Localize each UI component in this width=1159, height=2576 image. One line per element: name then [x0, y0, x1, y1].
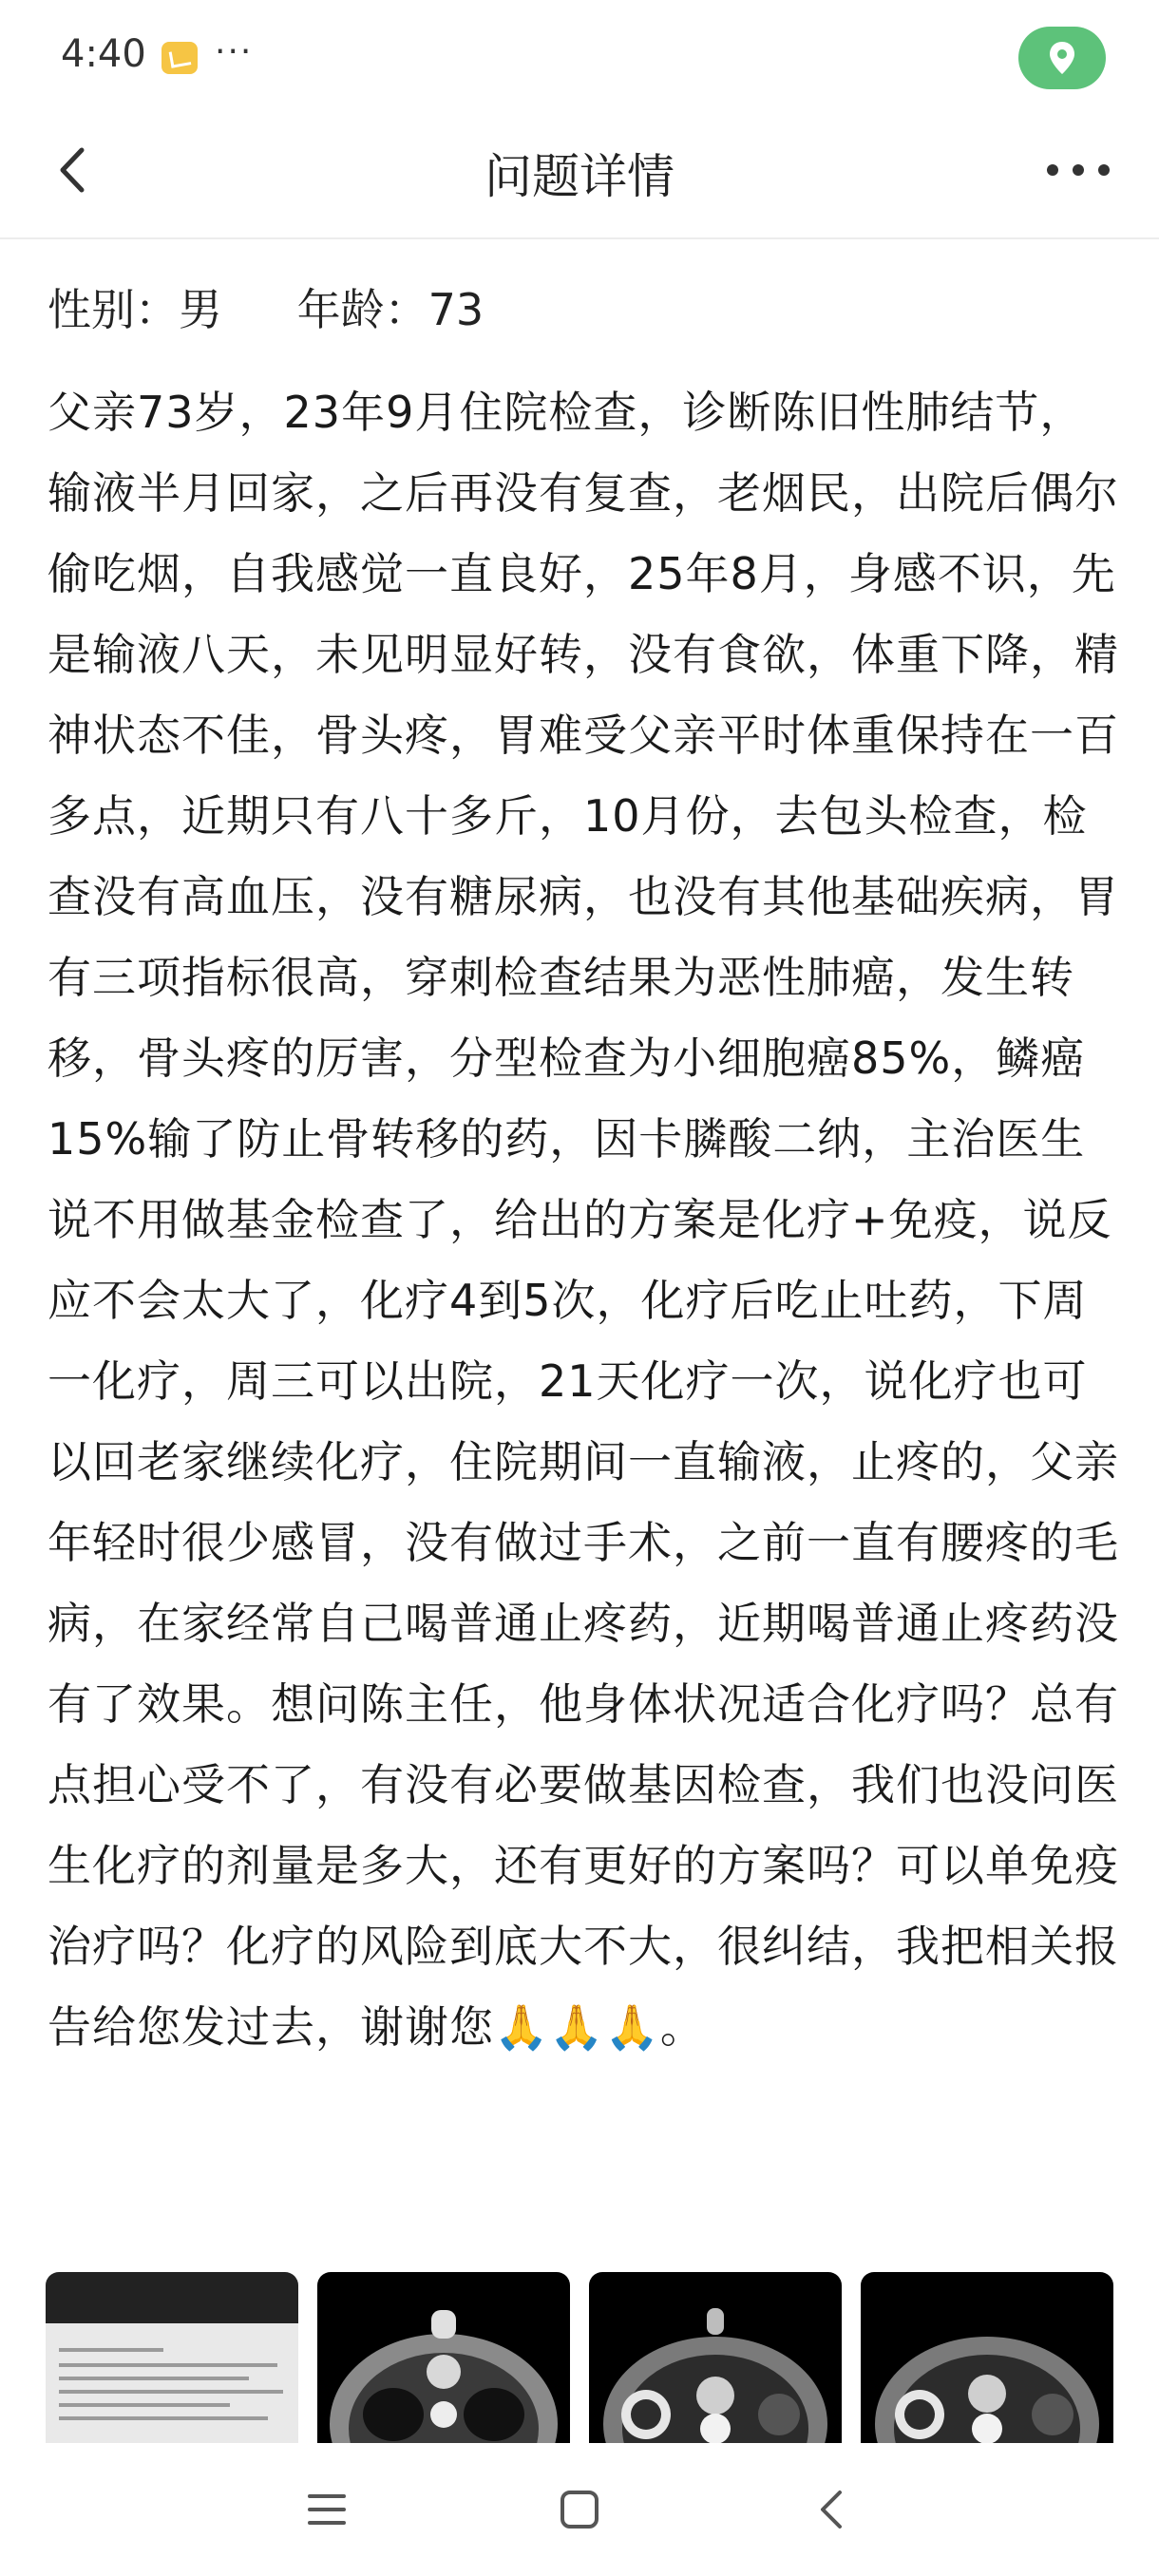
question-text: 父亲73岁，23年9月住院检查，诊断陈旧性肺结节，输液半月回家，之后再没有复查，老烟民，出院后偶尔偷吃烟，自我感觉一直良好，25年8月，身感不识，先是输液八天，未见明显好转，没有食欲，体重下降，精神状态不佳，骨头疼，胃难受父亲平时体重保持在一百多点，近期只有八十多斤，10月份，去包头检查，检查没有高血压，没有糖尿病，也没有其他基础疾病，胃有三项指标很高，穿刺检查结果为恶性肺癌，发生转移，骨头疼的厉害，分型检查为小细胞癌85%，鳞癌15%输了防止骨转移的药，因卡膦酸二纳，主治医生说不用做基金检查了，给出的方案是化疗+免疫，说反应不会太大了，化疗4到5次，化疗后吃止吐药，下周一化疗，周三可以出院，21天化疗一次，说化疗也可以回老家继续化疗，住院期间一直输液，止疼的，父亲年轻时很少感冒，没有做过手术，之前一直有腰疼的毛病，在家经常自己喝普通止疼药，近期喝普通止疼药没有了效果。想问陈主任，他身体状况适合化疗吗？总有点担心受不了，有没有必要做基因检查，我们也没问医生化疗的剂量是多大，还有更好的方案吗？可以单免疫治疗吗？化疗的风险到底大不大，很纠结，我把相关报告给您发过去，谢谢您🙏🙏🙏。 — [48, 387, 1119, 2053]
age-label: 年龄：73 — [296, 284, 484, 335]
status-bar — [0, 0, 1159, 114]
more-button[interactable] — [1036, 137, 1121, 203]
note-icon — [162, 42, 198, 74]
ct-scan-thumbnail[interactable] — [861, 2272, 1113, 2443]
patient-info — [48, 275, 484, 338]
nav-bar — [0, 114, 1159, 239]
more-icon — [1036, 137, 1121, 203]
status-time: 4:40 — [61, 32, 146, 76]
ct-scan-thumbnail[interactable] — [589, 2272, 842, 2443]
ct-scan-thumbnail[interactable] — [317, 2272, 570, 2443]
attachment-list — [46, 2272, 1113, 2443]
home-icon[interactable] — [551, 2481, 608, 2538]
menu-icon[interactable] — [298, 2481, 355, 2538]
page-title: 问题详情 — [484, 149, 674, 204]
gender-label: 性别：男 — [48, 284, 222, 335]
system-nav-bar — [0, 2443, 1159, 2576]
status-more-icon: ··· — [215, 32, 254, 71]
report-thumbnail[interactable] — [46, 2272, 298, 2443]
location-icon[interactable] — [1018, 27, 1106, 89]
back-icon[interactable] — [804, 2481, 861, 2538]
